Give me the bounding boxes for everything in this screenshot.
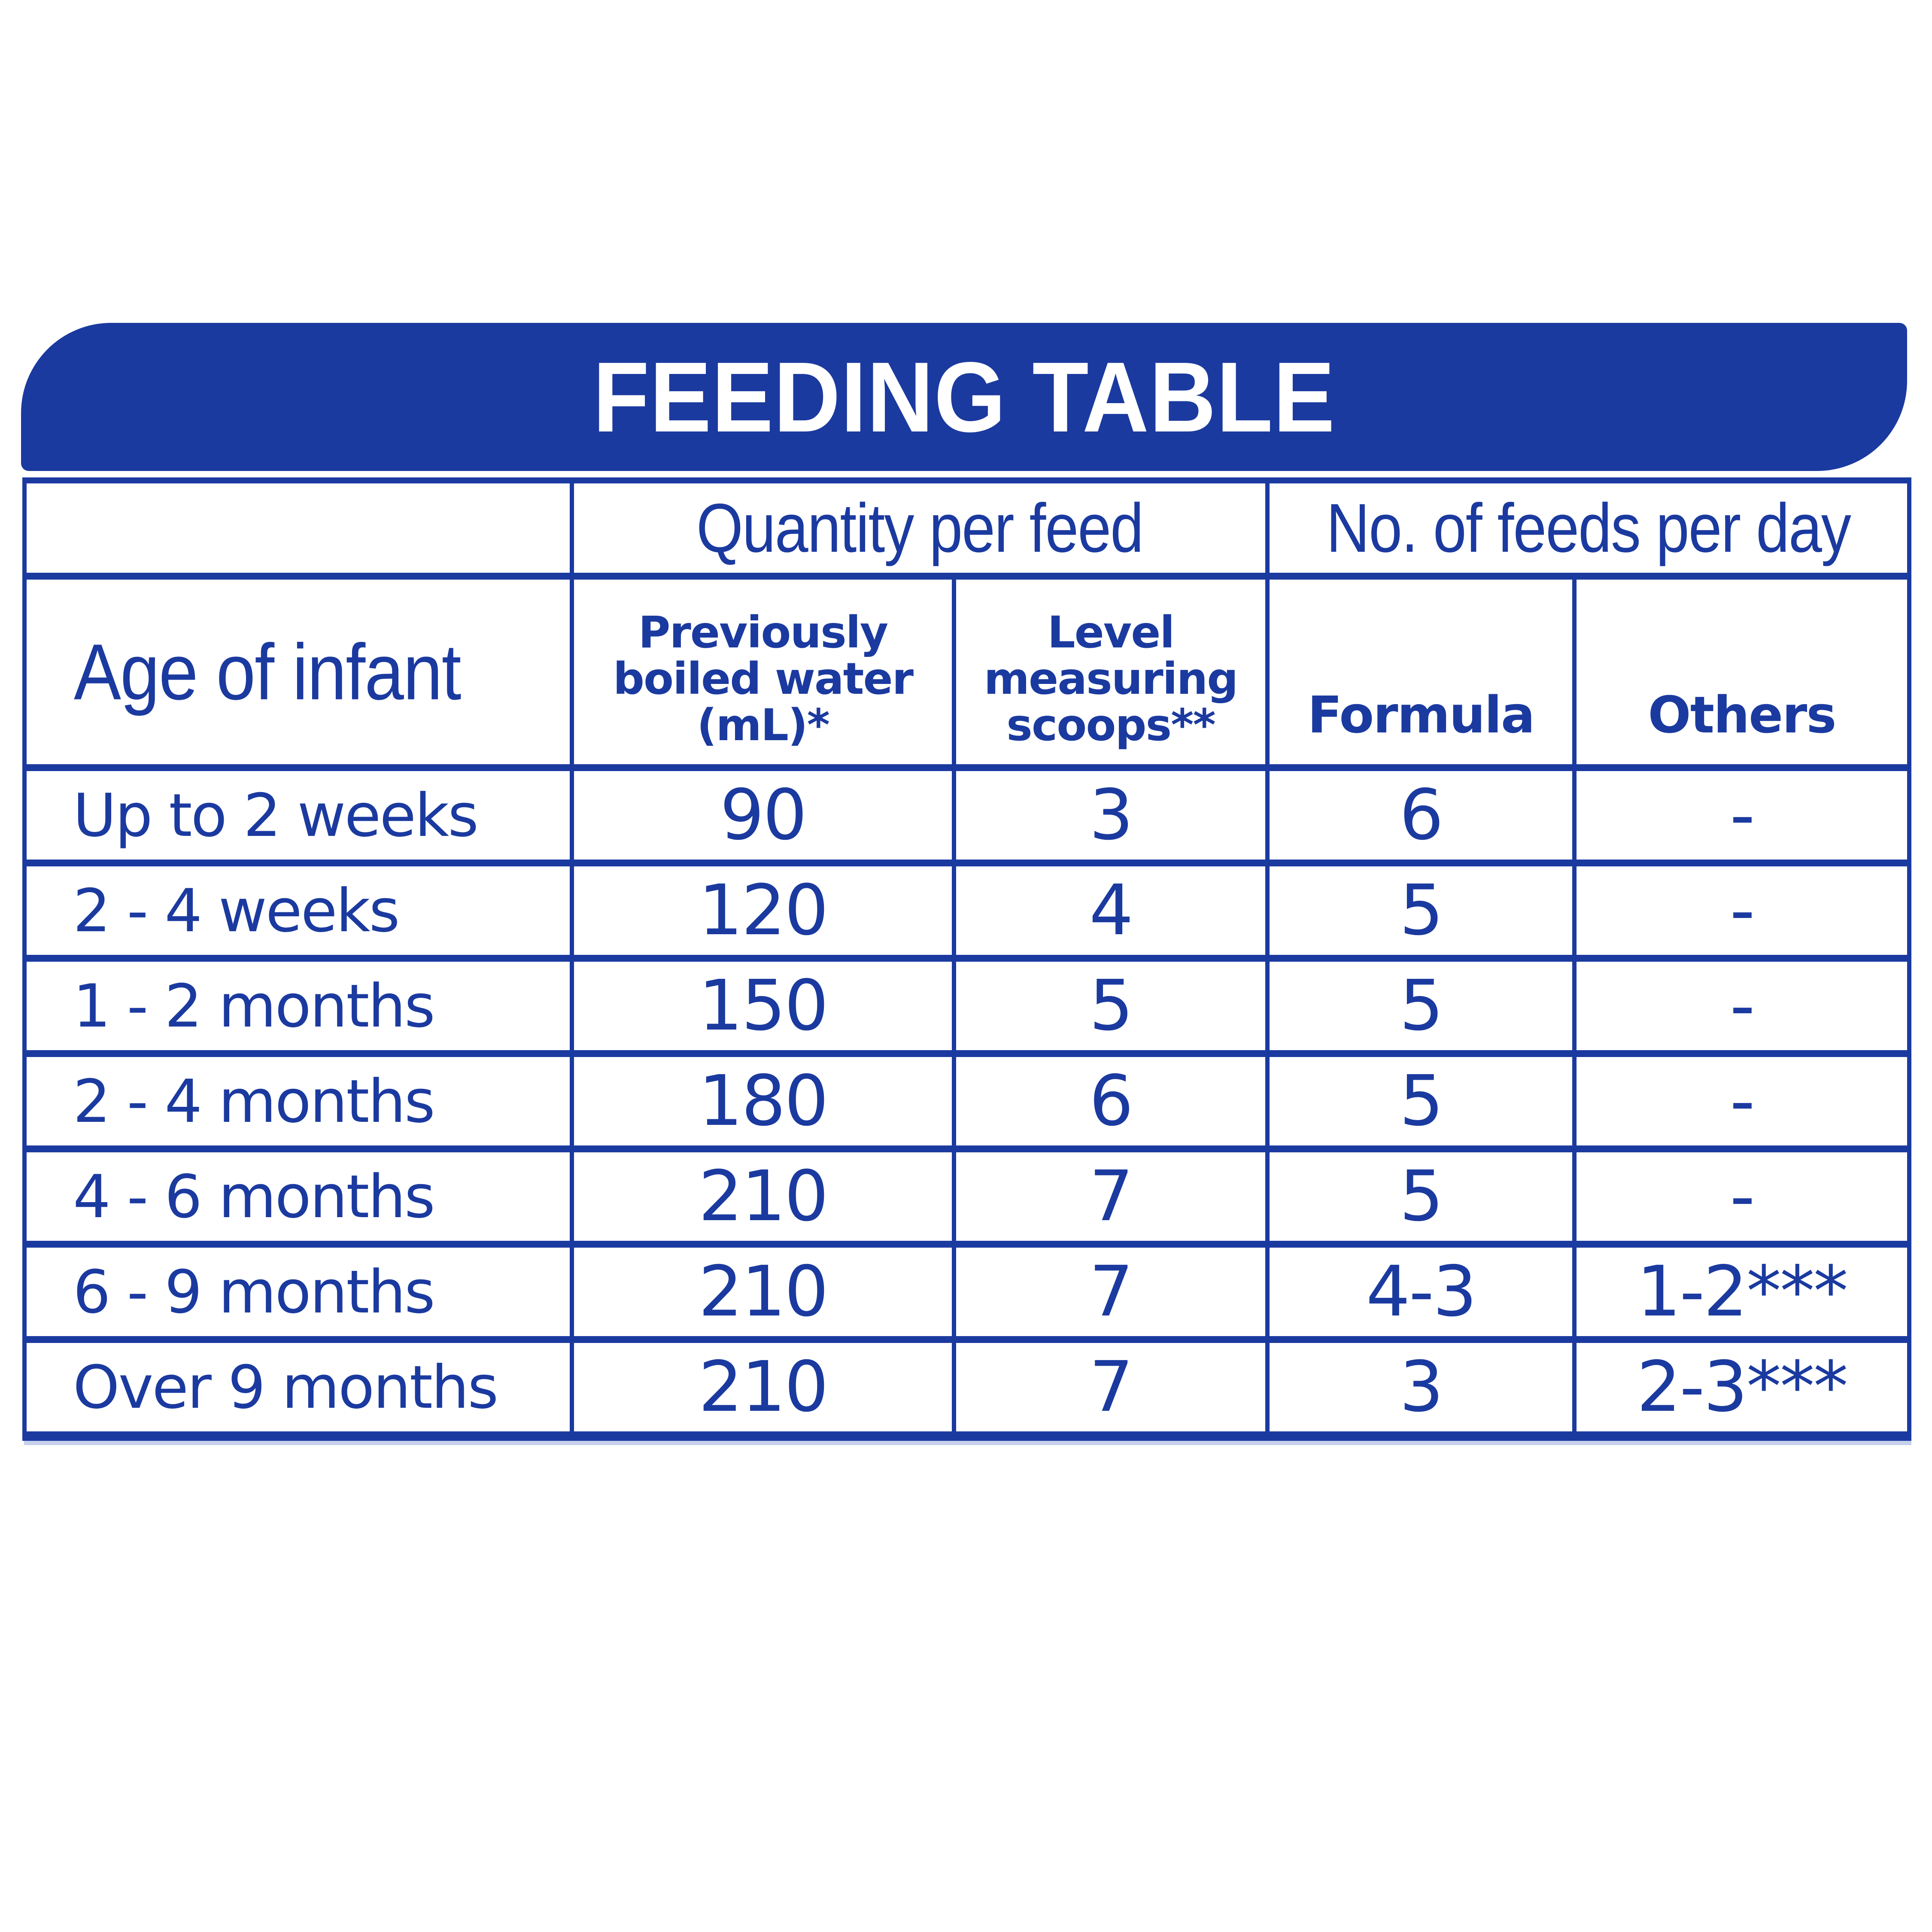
- water-cell: 210: [570, 1248, 952, 1336]
- age-cell: 1 - 2 months: [73, 971, 434, 1041]
- formula-cell: 3: [1265, 1343, 1572, 1431]
- formula-cell: 6: [1265, 771, 1572, 860]
- scoops-line-2: measuring: [984, 653, 1238, 705]
- scoops-cell: 7: [952, 1248, 1265, 1336]
- group-header-quantity-label: Quantity per feed: [696, 489, 1143, 567]
- group-header-quantity-per-feed: [570, 483, 1265, 573]
- water-cell: 90: [570, 771, 952, 860]
- table-row: [27, 860, 1907, 955]
- group-header-feeds-per-day: [1265, 483, 1907, 573]
- age-cell: 4 - 6 months: [73, 1162, 434, 1231]
- table-row: [27, 1145, 1907, 1241]
- column-header-formula: [1265, 580, 1572, 764]
- column-header-row: [27, 573, 1907, 764]
- water-cell: 180: [570, 1057, 952, 1145]
- others-cell: 2-3***: [1572, 1343, 1907, 1431]
- column-header-age-of-infant: [27, 580, 570, 764]
- formula-cell: 5: [1265, 1057, 1572, 1145]
- formula-label: Formula: [1307, 685, 1534, 744]
- scoops-cell: 7: [952, 1152, 1265, 1241]
- feeding-table-banner: [21, 323, 1907, 471]
- group-header-feeds-label: No. of feeds per day: [1326, 489, 1850, 567]
- others-cell: -: [1572, 866, 1907, 955]
- formula-cell: 4-3: [1265, 1248, 1572, 1336]
- table-row: [27, 1050, 1907, 1145]
- age-cell: 2 - 4 months: [73, 1066, 434, 1136]
- age-of-infant-label: Age of infant: [74, 627, 461, 716]
- formula-cell: 5: [1265, 866, 1572, 955]
- others-cell: -: [1572, 1152, 1907, 1241]
- boiled-water-line-3: (mL)*: [697, 699, 829, 751]
- column-header-boiled-water: [570, 580, 952, 764]
- scoops-cell: 7: [952, 1343, 1265, 1431]
- group-header-row: [27, 483, 1907, 573]
- boiled-water-line-2: boiled water: [613, 653, 913, 705]
- banner-title: FEEDING TABLE: [592, 341, 1335, 453]
- scoops-cell: 4: [952, 866, 1265, 955]
- water-cell: 120: [570, 866, 952, 955]
- others-cell: 1-2***: [1572, 1248, 1907, 1336]
- column-header-measuring-scoops: [952, 580, 1265, 764]
- scoops-cell: 6: [952, 1057, 1265, 1145]
- water-cell: 210: [570, 1343, 952, 1431]
- others-label: Others: [1648, 685, 1836, 744]
- age-cell: 6 - 9 months: [73, 1257, 434, 1327]
- table-row: [27, 1336, 1907, 1431]
- age-cell: Over 9 months: [73, 1352, 498, 1422]
- scoops-line-3: scoops**: [1006, 699, 1215, 751]
- corner-empty-cell: [27, 483, 570, 573]
- water-cell: 210: [570, 1152, 952, 1241]
- table-row: [27, 764, 1907, 860]
- water-cell: 150: [570, 962, 952, 1050]
- formula-cell: 5: [1265, 1152, 1572, 1241]
- formula-cell: 5: [1265, 962, 1572, 1050]
- table-row: [27, 955, 1907, 1050]
- feeding-table: [22, 477, 1911, 1441]
- others-cell: -: [1572, 771, 1907, 860]
- others-cell: -: [1572, 962, 1907, 1050]
- scoops-cell: 3: [952, 771, 1265, 860]
- column-header-others: [1572, 580, 1907, 764]
- scoops-cell: 5: [952, 962, 1265, 1050]
- age-cell: 2 - 4 weeks: [73, 876, 399, 945]
- scoops-line-1: Level: [1047, 607, 1174, 658]
- age-cell: Up to 2 weeks: [73, 781, 478, 850]
- table-row: [27, 1241, 1907, 1336]
- others-cell: -: [1572, 1057, 1907, 1145]
- boiled-water-line-1: Previously: [638, 607, 888, 658]
